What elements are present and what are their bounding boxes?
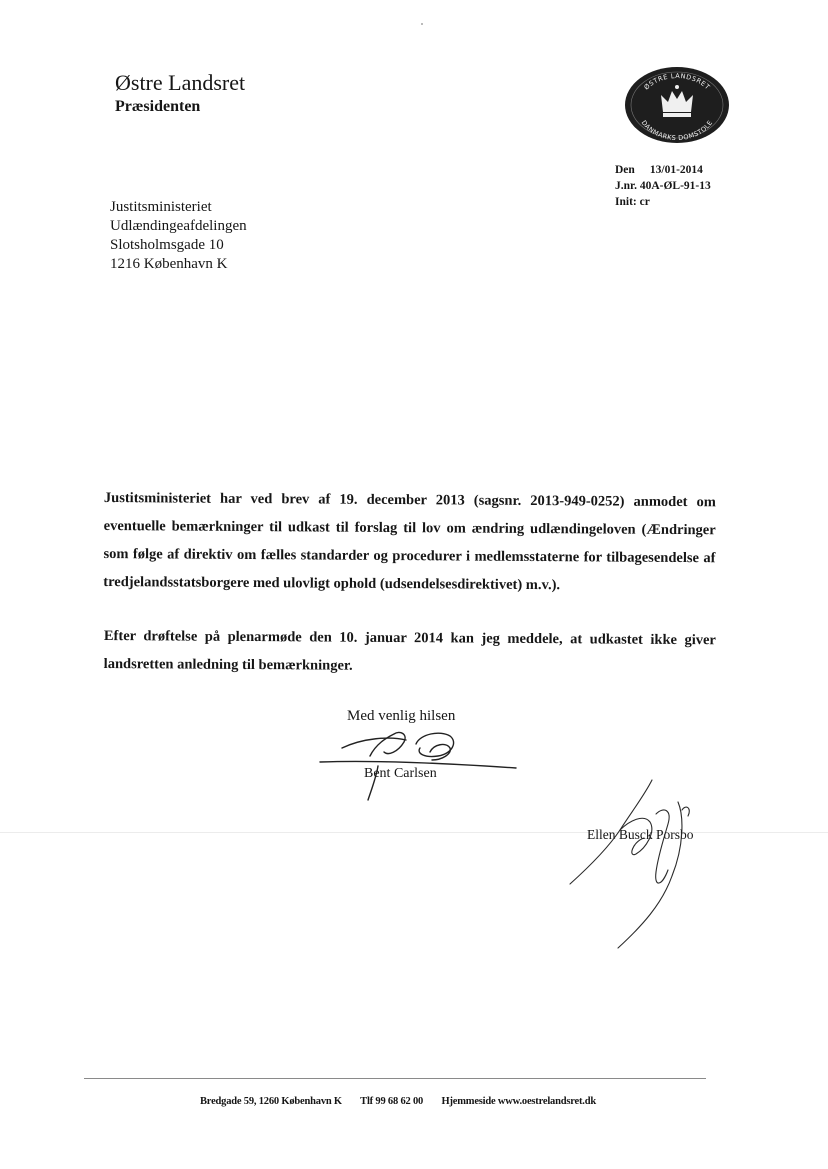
recipient-line: Slotsholmsgade 10 xyxy=(110,237,224,253)
journal-label: J.nr. xyxy=(615,180,637,192)
recipient-address xyxy=(110,198,247,274)
signer-name-2: Ellen Busck Porsbo xyxy=(587,827,694,842)
svg-text:ØSTRE LANDSRET: ØSTRE LANDSRET xyxy=(642,71,712,92)
signature-ellen-busck-porsbo xyxy=(560,776,725,952)
court-name: Østre Landsret xyxy=(115,70,246,95)
court-seal-icon xyxy=(624,66,730,144)
court-office: Præsidenten xyxy=(115,98,201,115)
body-paragraph: Efter drøftelse på plenarmøde den 10. januar 2014 kan jeg meddele, at udkastet ikke giver landsretten anledning til bemærkninger. xyxy=(103,627,716,674)
reference-block xyxy=(615,162,711,210)
body-paragraph: Justitsministeriet har ved brev af 19. december 2013 (sagsnr. 2013-949-0252) anmodet om eventuelle bemærkninger til udkast til forslag til lov om ændring udlændingeloven (Ændringer som følge af direktiv om fælles standarder og procedurer i medlemsstaterne for tilbagesendelse af tredjelandsstatsborgere med ulovligt ophold (udsendelsesdirektivet) m.v.). xyxy=(103,489,716,594)
footer-divider xyxy=(84,1078,706,1079)
journal-row xyxy=(615,178,711,194)
closing-greeting: Med venlig hilsen xyxy=(347,708,456,724)
initials-row xyxy=(615,194,711,210)
recipient-line: 1216 København K xyxy=(110,256,228,272)
date-value: 13/01-2014 xyxy=(649,164,703,176)
date-row xyxy=(615,162,711,178)
initials-label: Init: xyxy=(615,196,637,208)
signer-name-1: Bent Carlsen xyxy=(364,766,437,781)
footer-website: Hjemmeside www.oestrelandsret.dk xyxy=(441,1096,597,1107)
footer-address: Bredgade 59, 1260 København K xyxy=(200,1096,342,1107)
date-label: Den xyxy=(615,164,635,176)
svg-text:DANMARKS DOMSTOLE: DANMARKS DOMSTOLE xyxy=(639,118,715,143)
footer-phone: Tlf 99 68 62 00 xyxy=(360,1096,424,1107)
scan-speck xyxy=(421,23,423,25)
recipient-line: Justitsministeriet xyxy=(110,199,212,215)
initials-value: cr xyxy=(639,196,650,208)
recipient-line: Udlændingeafdelingen xyxy=(110,218,247,234)
journal-value: 40A-ØL-91-13 xyxy=(639,180,711,192)
footer xyxy=(200,1096,612,1107)
